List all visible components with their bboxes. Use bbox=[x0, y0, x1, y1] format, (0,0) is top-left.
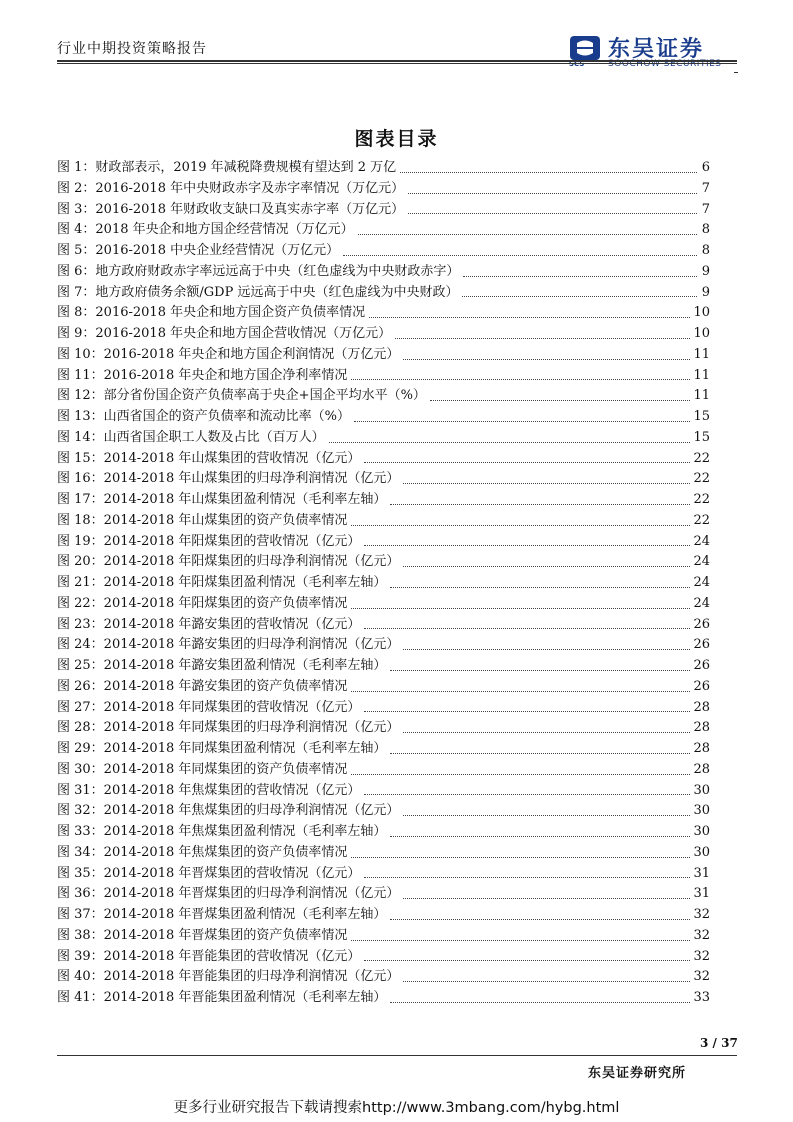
toc-entry-page: 24 bbox=[693, 533, 710, 549]
toc-entry-page: 32 bbox=[693, 948, 710, 964]
toc-entry-page: 11 bbox=[693, 346, 710, 362]
download-notice[interactable]: 更多行业研究报告下载请搜索http://www.3mbang.com/hybg.html bbox=[173, 1100, 620, 1116]
toc-entry[interactable] bbox=[57, 469, 710, 490]
toc-dot-leader bbox=[390, 918, 690, 920]
toc-entry-label: 图 9：2016-2018 年央企和地方国企营收情况（万亿元） bbox=[57, 326, 392, 341]
company-logo bbox=[568, 30, 738, 70]
toc-dot-leader bbox=[351, 773, 690, 775]
toc-dot-leader bbox=[364, 876, 690, 878]
toc-entry[interactable] bbox=[57, 345, 710, 366]
toc-dot-leader bbox=[390, 669, 690, 671]
toc-entry-label: 图 41：2014-2018 年晋能集团盈利情况（毛利率左轴） bbox=[57, 990, 387, 1005]
toc-entry-page: 26 bbox=[693, 678, 710, 694]
toc-entry-label: 图 39：2014-2018 年晋能集团的营收情况（亿元） bbox=[57, 948, 361, 964]
toc-entry-label: 图 24：2014-2018 年潞安集团的归母净利润情况（亿元） bbox=[57, 637, 400, 653]
toc-entry-label: 图 26：2014-2018 年潞安集团的资产负债率情况 bbox=[57, 678, 348, 694]
toc-entry[interactable] bbox=[57, 220, 710, 241]
toc-entry-page: 22 bbox=[693, 471, 710, 487]
toc-entry[interactable] bbox=[57, 801, 710, 822]
toc-entry-page: 26 bbox=[693, 637, 710, 653]
toc-dot-leader bbox=[364, 627, 690, 629]
toc-entry-page: 31 bbox=[693, 865, 710, 881]
toc-entry-label: 图 18：2014-2018 年山煤集团的资产负债率情况 bbox=[57, 512, 348, 528]
toc-entry-label: 图 10：2016-2018 年央企和地方国企利润情况（万亿元） bbox=[57, 346, 400, 362]
toc-dot-leader bbox=[369, 316, 690, 318]
toc-entry-label: 图 22：2014-2018 年阳煤集团的资产负债率情况 bbox=[57, 595, 348, 611]
toc-entry-label: 图 40：2014-2018 年晋能集团的归母净利润情况（亿元） bbox=[57, 969, 400, 985]
logo-english-name: SOOCHOW SECURITIES bbox=[608, 59, 722, 69]
toc-entry-page: 9 bbox=[701, 284, 710, 300]
toc-entry-page: 24 bbox=[693, 595, 710, 611]
toc-entry[interactable] bbox=[57, 677, 710, 698]
toc-entry-label: 图 28：2014-2018 年同煤集团的归母净利润情况（亿元） bbox=[57, 720, 400, 736]
toc-dot-leader bbox=[463, 275, 697, 277]
toc-entry[interactable] bbox=[57, 407, 710, 428]
toc-dot-leader bbox=[408, 192, 697, 194]
toc-entry[interactable] bbox=[57, 262, 710, 283]
toc-dot-leader bbox=[403, 648, 690, 650]
toc-dot-leader bbox=[403, 814, 690, 816]
toc-entry-label: 图 29：2014-2018 年同煤集团盈利情况（毛利率左轴） bbox=[57, 741, 387, 756]
toc-entry-label: 图 32：2014-2018 年焦煤集团的归母净利润情况（亿元） bbox=[57, 803, 400, 819]
toc-entry-label: 图 20：2014-2018 年阳煤集团的归母净利润情况（亿元） bbox=[57, 554, 400, 570]
toc-dot-leader bbox=[343, 254, 697, 256]
toc-entry-page: 10 bbox=[693, 305, 710, 321]
toc-entry-page: 28 bbox=[693, 741, 710, 756]
toc-entry-label: 图 16：2014-2018 年山煤集团的归母净利润情况（亿元） bbox=[57, 471, 400, 487]
toc-dot-leader bbox=[329, 441, 691, 443]
toc-dot-leader bbox=[351, 378, 690, 380]
toc-entry-page: 33 bbox=[693, 990, 710, 1005]
toc-entry-page: 11 bbox=[693, 388, 710, 404]
toc-entry-label: 图 13：山西省国企的资产负债率和流动比率（%） bbox=[57, 409, 351, 424]
toc-entry-label: 图 25：2014-2018 年潞安集团盈利情况（毛利率左轴） bbox=[57, 658, 387, 673]
logo-abbreviation: SCS bbox=[569, 60, 585, 68]
toc-entry-page: 26 bbox=[693, 658, 710, 673]
toc-entry[interactable] bbox=[57, 283, 710, 304]
toc-entry-page: 32 bbox=[693, 927, 710, 943]
toc-dot-leader bbox=[395, 337, 690, 339]
toc-entry[interactable] bbox=[57, 843, 710, 864]
toc-entry[interactable] bbox=[57, 615, 710, 636]
toc-entry[interactable] bbox=[57, 718, 710, 739]
toc-entry-label: 图 30：2014-2018 年同煤集团的资产负债率情况 bbox=[57, 761, 348, 777]
header-divider-thin bbox=[57, 63, 737, 64]
toc-entry-label: 图 31：2014-2018 年焦煤集团的营收情况（亿元） bbox=[57, 782, 361, 798]
toc-entry-page: 30 bbox=[693, 803, 710, 819]
toc-entry-label: 图 17：2014-2018 年山煤集团盈利情况（毛利率左轴） bbox=[57, 492, 387, 507]
toc-entry[interactable] bbox=[57, 200, 710, 221]
toc-entry-label: 图 11：2016-2018 年央企和地方国企净利率情况 bbox=[57, 367, 348, 383]
toc-dot-leader bbox=[430, 399, 691, 401]
toc-entry-label: 图 37：2014-2018 年晋煤集团盈利情况（毛利率左轴） bbox=[57, 907, 387, 922]
toc-entry-page: 31 bbox=[693, 886, 710, 902]
toc-entry-page: 7 bbox=[701, 201, 710, 217]
toc-entry-page: 28 bbox=[693, 761, 710, 777]
toc-dot-leader bbox=[390, 835, 690, 837]
toc-entry-page: 22 bbox=[693, 492, 710, 507]
toc-entry-page: 32 bbox=[693, 907, 710, 922]
toc-entry[interactable] bbox=[57, 511, 710, 532]
toc-entry-page: 30 bbox=[693, 824, 710, 839]
toc-dot-leader bbox=[364, 710, 690, 712]
toc-dot-leader bbox=[364, 461, 690, 463]
company-logo-mark bbox=[568, 34, 602, 62]
toc-dot-leader bbox=[403, 565, 690, 567]
toc-entry-page: 30 bbox=[693, 844, 710, 860]
toc-dot-leader bbox=[364, 793, 690, 795]
toc-dot-leader bbox=[390, 586, 690, 588]
toc-entry[interactable] bbox=[57, 552, 710, 573]
header-divider bbox=[57, 60, 737, 62]
toc-entry[interactable] bbox=[57, 635, 710, 656]
toc-entry-page: 24 bbox=[693, 575, 710, 590]
toc-entry[interactable] bbox=[57, 988, 710, 1009]
toc-entry-label: 图 4：2018 年央企和地方国企经营情况（万亿元） bbox=[57, 222, 354, 238]
toc-entry-label: 图 7：地方政府债务余额/GDP 远远高于中央（红色虚线为中央财政） bbox=[57, 284, 459, 300]
toc-entry[interactable] bbox=[57, 303, 710, 324]
toc-entry-page: 10 bbox=[693, 326, 710, 341]
toc-entry-page: 22 bbox=[693, 450, 710, 466]
toc-entry-label: 图 3：2016-2018 年财政收支缺口及真实赤字率（万亿元） bbox=[57, 201, 405, 217]
toc-entry[interactable] bbox=[57, 926, 710, 947]
toc-entry-page: 32 bbox=[693, 969, 710, 985]
toc-entry[interactable] bbox=[57, 366, 710, 387]
toc-entry-page: 28 bbox=[693, 699, 710, 715]
toc-entry-label: 图 12：部分省份国企资产负债率高于央企+国企平均水平（%） bbox=[57, 388, 426, 404]
toc-entry[interactable] bbox=[57, 905, 710, 926]
toc-entry[interactable] bbox=[57, 760, 710, 781]
toc-entry-label: 图 19：2014-2018 年阳煤集团的营收情况（亿元） bbox=[57, 533, 361, 549]
toc-dot-leader bbox=[403, 482, 690, 484]
toc-entry-page: 26 bbox=[693, 616, 710, 632]
toc-entry[interactable] bbox=[57, 158, 710, 179]
toc-dot-leader bbox=[403, 980, 690, 982]
toc-entry-label: 图 36：2014-2018 年晋煤集团的归母净利润情况（亿元） bbox=[57, 886, 400, 902]
toc-entry-label: 图 35：2014-2018 年晋煤集团的营收情况（亿元） bbox=[57, 865, 361, 881]
toc-title: 图表目录 bbox=[354, 128, 439, 150]
toc-entry-page: 30 bbox=[693, 782, 710, 798]
toc-entry-page: 6 bbox=[701, 160, 710, 175]
toc-dot-leader bbox=[408, 212, 697, 214]
toc-entry-page: 15 bbox=[693, 429, 710, 445]
toc-dot-leader bbox=[403, 731, 690, 733]
logo-chinese-name: 东吴证券 bbox=[608, 37, 705, 62]
toc-dot-leader bbox=[351, 856, 690, 858]
toc-dot-leader bbox=[351, 939, 690, 941]
toc-entry-label: 图 27：2014-2018 年同煤集团的营收情况（亿元） bbox=[57, 699, 361, 715]
toc-entry[interactable] bbox=[57, 532, 710, 553]
toc-dot-leader bbox=[390, 1001, 690, 1003]
toc-entry[interactable] bbox=[57, 947, 710, 968]
toc-entry[interactable] bbox=[57, 781, 710, 802]
toc-entry[interactable] bbox=[57, 884, 710, 905]
toc-entry-page: 8 bbox=[701, 222, 710, 238]
footer-divider bbox=[57, 1055, 737, 1056]
toc-entry-label: 图 34：2014-2018 年焦煤集团的资产负债率情况 bbox=[57, 844, 348, 860]
toc-entry-page: 24 bbox=[693, 554, 710, 570]
toc-entry[interactable] bbox=[57, 490, 710, 511]
toc-entry[interactable] bbox=[57, 573, 710, 594]
toc-entry-label: 图 15：2014-2018 年山煤集团的营收情况（亿元） bbox=[57, 450, 361, 466]
toc-entry[interactable] bbox=[57, 241, 710, 262]
toc-dot-leader bbox=[364, 544, 690, 546]
toc-entry-label: 图 33：2014-2018 年焦煤集团盈利情况（毛利率左轴） bbox=[57, 824, 387, 839]
toc-entry[interactable] bbox=[57, 449, 710, 470]
toc-dot-leader bbox=[403, 897, 690, 899]
toc-entry-label: 图 14：山西省国企职工人数及占比（百万人） bbox=[57, 429, 325, 445]
toc-entry[interactable] bbox=[57, 179, 710, 200]
toc-entry-label: 图 38：2014-2018 年晋煤集团的资产负债率情况 bbox=[57, 927, 348, 943]
toc-entry[interactable] bbox=[57, 656, 710, 677]
toc-dot-leader bbox=[400, 171, 697, 173]
toc-entry-label: 图 5：2016-2018 中央企业经营情况（万亿元） bbox=[57, 243, 340, 258]
toc-dot-leader bbox=[358, 233, 697, 235]
toc-dot-leader bbox=[462, 295, 697, 297]
toc-entry-page: 22 bbox=[693, 512, 710, 528]
toc-entry-label: 图 1：财政部表示，2019 年减税降费规模有望达到 2 万亿 bbox=[57, 160, 397, 175]
toc-entry-label: 图 6：地方政府财政赤字率远远高于中央（红色虚线为中央财政赤字） bbox=[57, 263, 460, 279]
toc-entry[interactable] bbox=[57, 967, 710, 988]
toc-entry-page: 11 bbox=[693, 367, 710, 383]
toc-entry-page: 8 bbox=[701, 243, 710, 258]
toc-entry-label: 图 23：2014-2018 年潞安集团的营收情况（亿元） bbox=[57, 616, 361, 632]
toc-entry-page: 15 bbox=[693, 409, 710, 424]
toc-dot-leader bbox=[403, 358, 690, 360]
toc-dot-leader bbox=[351, 607, 690, 609]
toc-entry-page: 9 bbox=[701, 263, 710, 279]
toc-entry[interactable] bbox=[57, 428, 710, 449]
toc-entry-label: 图 2：2016-2018 年中央财政赤字及赤字率情况（万亿元） bbox=[57, 180, 405, 196]
toc-entry[interactable] bbox=[57, 822, 710, 843]
page-number: 3 / 37 bbox=[700, 1036, 738, 1050]
toc-dot-leader bbox=[351, 690, 690, 692]
toc-dot-leader bbox=[364, 959, 690, 961]
institute-name: 东吴证券研究所 bbox=[588, 1066, 687, 1081]
toc-entry[interactable] bbox=[57, 698, 710, 719]
header-tick-mark bbox=[734, 72, 738, 73]
toc-dot-leader bbox=[351, 524, 690, 526]
toc-entry-label: 图 8：2016-2018 年央企和地方国企资产负债率情况 bbox=[57, 305, 366, 321]
toc-entry[interactable] bbox=[57, 386, 710, 407]
toc-entry-label: 图 21：2014-2018 年阳煤集团盈利情况（毛利率左轴） bbox=[57, 575, 387, 590]
toc-dot-leader bbox=[390, 503, 690, 505]
toc-entry[interactable] bbox=[57, 594, 710, 615]
toc-dot-leader bbox=[390, 752, 690, 754]
toc-entry[interactable] bbox=[57, 324, 710, 345]
report-type-label: 行业中期投资策略报告 bbox=[57, 41, 207, 57]
toc-dot-leader bbox=[354, 420, 690, 422]
toc-entry-page: 28 bbox=[693, 720, 710, 736]
toc-list bbox=[57, 158, 710, 1009]
toc-entry-page: 7 bbox=[701, 180, 710, 196]
toc-entry[interactable] bbox=[57, 739, 710, 760]
toc-entry[interactable] bbox=[57, 864, 710, 885]
